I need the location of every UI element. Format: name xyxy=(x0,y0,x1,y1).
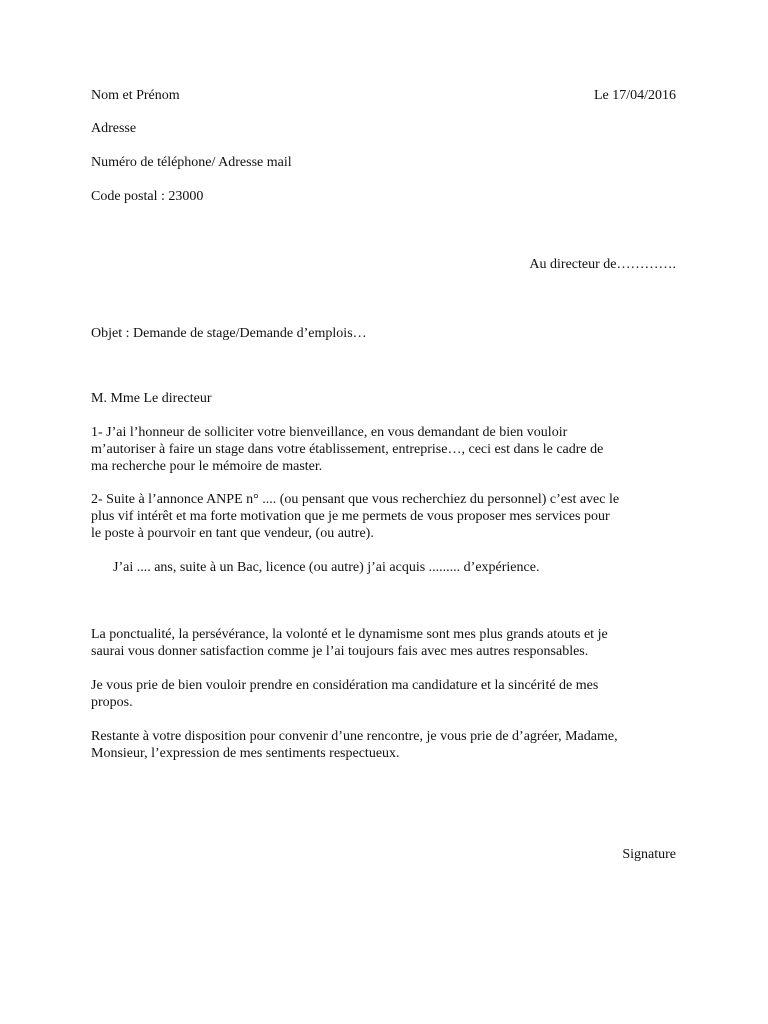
recipient-line: Au directeur de…………. xyxy=(529,257,676,272)
experience-line: J’ai .... ans, suite à un Bac, licence (ou autre) j’ai acquis ......... d’expérience. xyxy=(113,560,540,575)
sender-postal-code: Code postal : 23000 xyxy=(91,189,204,204)
paragraph-5-line-1: Restante à votre disposition pour convenir d’une rencontre, je vous prie de d’agréer, Madame, xyxy=(91,729,618,744)
paragraph-3-line-2: saurai vous donner satisfaction comme je l’ai toujours fais avec mes autres responsables. xyxy=(91,644,589,659)
sender-name: Nom et Prénom xyxy=(91,88,180,103)
paragraph-5-line-2: Monsieur, l’expression de mes sentiments respectueux. xyxy=(91,746,400,761)
paragraph-2-line-3: le poste à pourvoir en tant que vendeur, (ou autre). xyxy=(91,526,374,541)
paragraph-4-line-2: propos. xyxy=(91,695,133,710)
paragraph-2-line-1: 2- Suite à l’annonce ANPE n° .... (ou pensant que vous recherchiez du personnel) c’est avec le xyxy=(91,492,620,507)
letter-date: Le 17/04/2016 xyxy=(593,88,676,103)
paragraph-3-line-1: La ponctualité, la persévérance, la volonté et le dynamisme sont mes plus grands atouts et je xyxy=(91,627,608,642)
paragraph-1-line-2: m’autoriser à faire un stage dans votre établissement, entreprise…, ceci est dans le cadre de xyxy=(91,442,604,457)
signature-label: Signature xyxy=(622,847,676,862)
sender-contact: Numéro de téléphone/ Adresse mail xyxy=(91,155,292,170)
subject-line: Objet : Demande de stage/Demande d’emplois… xyxy=(91,326,367,341)
paragraph-4-line-1: Je vous prie de bien vouloir prendre en considération ma candidature et la sincérité de mes xyxy=(91,678,599,693)
sender-address: Adresse xyxy=(91,121,137,136)
paragraph-2-line-2: plus vif intérêt et ma forte motivation que je me permets de vous proposer mes services pour xyxy=(91,509,610,524)
salutation: M. Mme Le directeur xyxy=(91,391,212,406)
paragraph-1-line-3: ma recherche pour le mémoire de master. xyxy=(91,459,323,474)
paragraph-1-line-1: 1- J’ai l’honneur de solliciter votre bienveillance, en vous demandant de bien vouloir xyxy=(91,425,568,440)
